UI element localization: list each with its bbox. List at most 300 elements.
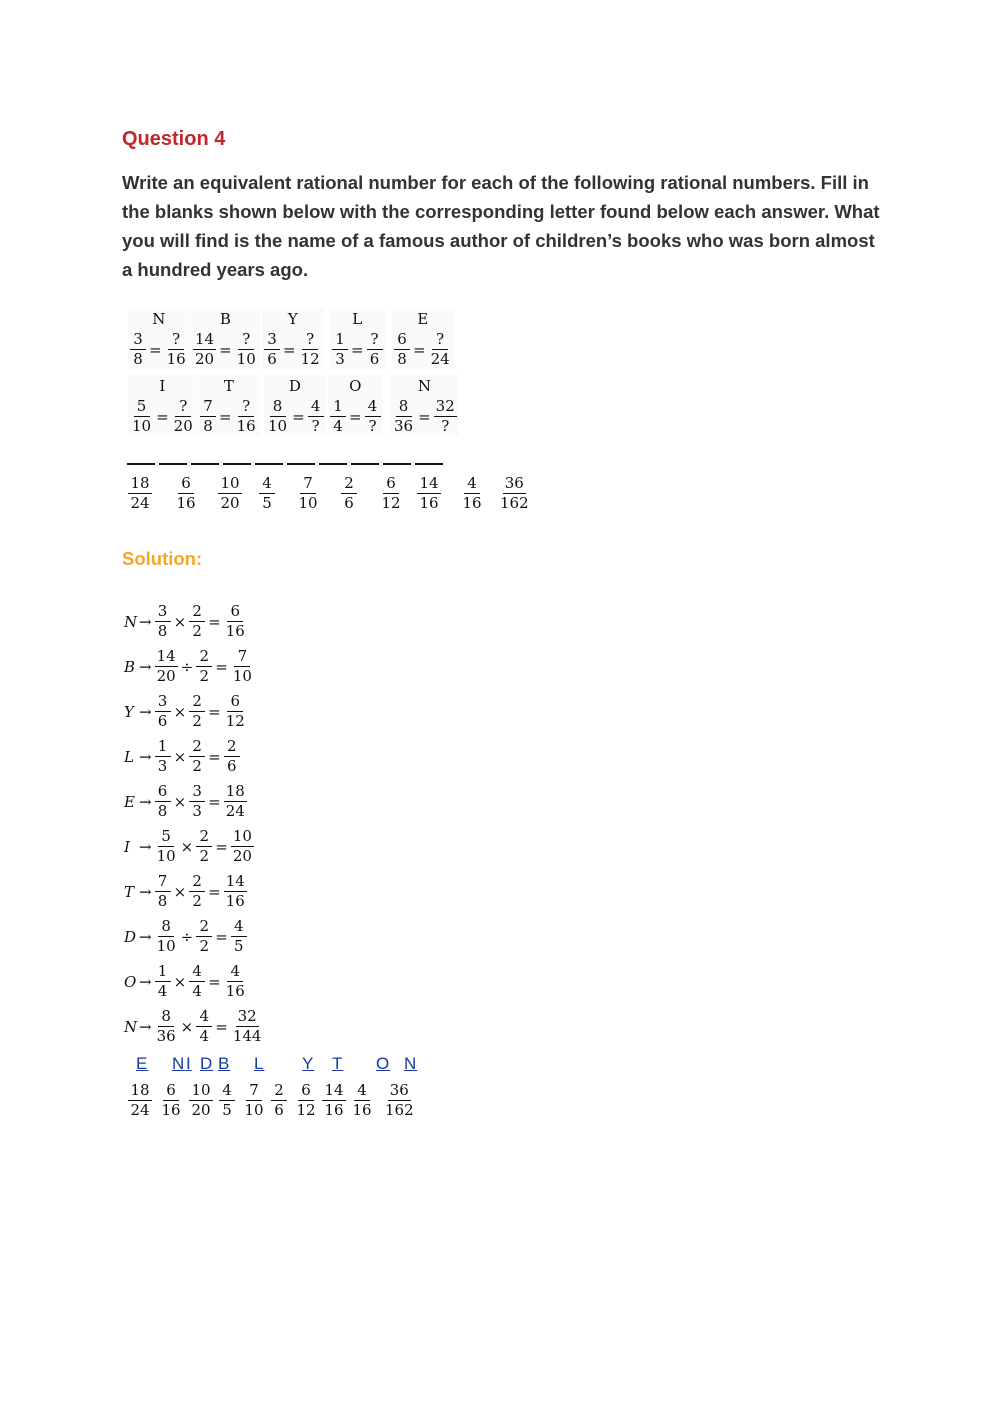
blank-line[interactable] [159,463,187,465]
equals-sign: = [208,972,221,991]
fraction [159,1081,182,1120]
answer-letter: B [218,1054,231,1073]
denominator: 24 [430,350,450,368]
fraction [189,692,205,731]
answer-letter: O [376,1054,391,1073]
fraction [128,1081,151,1120]
fraction [224,872,247,911]
denominator: 8 [157,892,168,910]
denominator: 4 [192,982,202,1000]
fraction [394,330,410,369]
solution-step [124,962,249,1001]
fraction [498,474,531,513]
denominator: 6 [267,350,277,368]
denominator: 5 [262,494,272,512]
denominator: 5 [234,937,244,955]
answer-fraction [157,1081,185,1120]
denominator: 2 [199,937,210,955]
denominator: 24 [130,1101,150,1119]
denominator: 12 [225,712,245,730]
fraction [294,1081,317,1120]
operator: × [173,612,187,631]
numerator: 2 [196,917,212,937]
answer-fraction [216,474,244,513]
numerator: 6 [227,692,243,712]
fraction [308,397,324,436]
solution-step [124,692,249,731]
numerator: 2 [189,872,205,892]
puzzle-letter: N [417,377,431,395]
denominator: 16 [352,1101,372,1119]
denominator: 10 [132,417,152,435]
denominator: 3 [192,802,202,820]
numerator: 7 [155,872,171,892]
puzzle-item [128,375,197,436]
fraction [231,917,247,956]
answer-fraction [240,1081,268,1120]
numerator: 4 [196,1007,212,1027]
denominator: 36 [394,417,414,435]
step-letter: E [124,792,135,811]
fraction [235,397,258,436]
numerator: 8 [158,917,174,937]
fraction [231,827,254,866]
fraction [322,1081,345,1120]
fraction [271,1081,287,1120]
answer-fraction [458,474,486,513]
fraction [193,330,216,369]
numerator: 4 [259,474,275,494]
operator: × [173,882,187,901]
numerator: 7 [246,1081,262,1101]
answer-fraction [294,474,322,513]
numerator: 2 [224,737,240,757]
numerator: 6 [383,474,399,494]
blank-line[interactable] [191,463,219,465]
puzzle-item [392,308,454,369]
fraction [330,397,346,436]
operator: ÷ [180,927,194,946]
answer-fraction [496,474,529,513]
numerator: 4 [219,1081,235,1101]
denominator: 6 [369,350,380,368]
arrow-icon: → [139,972,152,991]
denominator: 20 [156,667,176,685]
denominator: 10 [298,494,318,512]
denominator: 16 [166,350,186,368]
numerator: ? [302,330,318,350]
fraction [224,962,247,1001]
numerator: 5 [134,397,150,417]
answer-fraction [377,474,405,513]
equals-sign: = [413,340,426,359]
operator: ÷ [180,657,194,676]
fraction [155,827,178,866]
denominator: 16 [236,417,256,435]
denominator: 16 [419,494,439,512]
numerator: 3 [264,330,280,350]
step-letter: T [124,882,135,901]
answer-fraction [265,1081,293,1120]
step-letter: N [124,612,138,631]
fraction [224,602,247,641]
answer-letter: L [254,1054,265,1073]
fraction [155,962,171,1001]
numerator: 1 [332,330,348,350]
puzzle-letter: E [417,310,429,328]
fraction [155,1007,178,1046]
numerator: 14 [195,330,215,348]
denominator: 144 [232,1027,262,1045]
fraction [196,827,212,866]
fraction [350,1081,373,1120]
arrow-icon: → [139,702,152,721]
fraction [224,692,247,731]
step-letter: O [124,972,137,991]
fraction [383,1081,416,1120]
answer-fraction [348,1081,376,1120]
denominator: 6 [226,757,237,775]
fraction [189,1081,212,1120]
numerator: ? [432,330,448,350]
numerator: 5 [158,827,174,847]
denominator: 2 [192,622,202,640]
numerator: 3 [155,692,171,712]
numerator: 6 [155,782,171,802]
numerator: 7 [300,474,316,494]
solution-step [124,647,256,686]
denominator: 10 [236,350,256,368]
equals-sign: = [208,612,221,631]
denominator: 16 [225,622,245,640]
numerator: 6 [394,330,410,350]
equals-sign: = [208,882,221,901]
operator: × [180,837,194,856]
numerator: 14 [156,647,176,665]
equals-sign: = [215,837,228,856]
puzzle-item [328,375,383,436]
denominator: 4 [199,1027,210,1045]
equals-sign: = [215,1017,228,1036]
fraction [417,474,440,513]
fraction [231,647,254,686]
fraction [332,330,348,369]
numerator: ? [238,397,254,417]
puzzle-letter: D [288,377,301,395]
blank-line[interactable] [415,463,443,465]
denominator: 12 [300,350,320,368]
equals-sign: = [351,340,364,359]
blank-line[interactable] [287,463,315,465]
denominator: 6 [274,1101,284,1119]
puzzle-letter: N [152,310,166,328]
denominator: 10 [244,1101,264,1119]
puzzle-letter: I [159,377,166,395]
numerator: 36 [389,1081,409,1099]
fraction [196,1007,212,1046]
denominator: 10 [156,937,176,955]
numerator: 8 [158,1007,174,1027]
fraction [196,647,212,686]
numerator: 6 [298,1081,314,1101]
denominator: 10 [156,847,176,865]
fraction [392,397,415,436]
numerator: 2 [189,602,205,622]
equals-sign: = [219,340,232,359]
solution-title: Solution: [122,548,203,569]
denominator: 4 [333,417,343,435]
fraction [155,737,171,776]
answer-fraction [381,1081,414,1120]
denominator: 20 [232,847,252,865]
numerator: 14 [225,872,245,890]
answer-letter: N [172,1054,186,1073]
numerator: ? [175,397,191,417]
numerator: ? [168,330,184,350]
puzzle-item [264,375,326,436]
answer-fraction [415,474,443,513]
solution-step [124,872,249,911]
fraction [460,474,483,513]
arrow-icon: → [139,612,152,631]
equals-sign: = [149,340,162,359]
fraction [189,602,205,641]
numerator: 4 [189,962,205,982]
answer-fraction [335,474,363,513]
numerator: 8 [396,397,412,417]
numerator: 32 [237,1007,257,1025]
numerator: 18 [225,782,245,800]
step-letter: N [124,1017,138,1036]
denominator: 8 [133,350,143,368]
puzzle-letter: T [223,377,234,395]
numerator: 3 [130,330,146,350]
numerator: 36 [504,474,524,492]
fraction [434,397,457,436]
numerator: 4 [365,397,381,417]
fraction [218,474,241,513]
blank-line[interactable] [351,463,379,465]
fraction [128,474,151,513]
blank-line[interactable] [319,463,347,465]
answer-letter: N [404,1054,418,1073]
fraction [367,330,383,369]
equals-sign: = [215,927,228,946]
puzzle-item [198,375,260,436]
step-letter: Y [124,702,134,721]
denominator: 6 [344,494,354,512]
question-title: Question 4 [122,128,226,150]
fraction [155,872,171,911]
blank-line[interactable] [127,463,155,465]
fraction [196,917,212,956]
fraction [296,474,319,513]
fraction [189,872,205,911]
fraction [200,397,216,436]
fraction [242,1081,265,1120]
numerator: ? [238,330,254,350]
denominator: ? [441,417,450,435]
numerator: 1 [155,962,171,982]
step-letter: D [124,927,137,946]
fraction [299,330,322,369]
numerator: 1 [330,397,346,417]
numerator: 2 [189,737,205,757]
fraction [235,330,258,369]
fraction [341,474,357,513]
solution-step [124,917,249,956]
denominator: 8 [203,417,213,435]
denominator: 2 [192,892,202,910]
denominator: 2 [192,712,202,730]
step-letter: I [124,837,130,856]
arrow-icon: → [139,1017,152,1036]
denominator: 2 [199,847,210,865]
answer-letter: E [136,1054,149,1073]
equals-sign: = [283,340,296,359]
blank-line[interactable] [383,463,411,465]
denominator: 162 [500,494,529,512]
answer-fraction [126,474,154,513]
denominator: 12 [381,494,401,512]
fraction [174,474,197,513]
equals-sign: = [418,407,431,426]
puzzle-letter: B [219,310,231,328]
fraction [266,397,289,436]
numerator: 10 [232,827,252,845]
denominator: 8 [397,350,407,368]
equals-sign: = [208,747,221,766]
solution-step [124,602,249,641]
numerator: 32 [435,397,455,415]
puzzle-item [128,308,190,369]
solution-step [124,827,256,866]
numerator: 6 [163,1081,179,1101]
denominator: 20 [195,350,215,368]
fraction [259,474,275,513]
denominator: 5 [222,1101,232,1119]
denominator: 16 [324,1101,344,1119]
denominator: 10 [268,417,288,435]
equals-sign: = [208,702,221,721]
numerator: 18 [130,1081,150,1099]
numerator: 7 [234,647,250,667]
fraction [155,692,171,731]
denominator: 3 [335,350,345,368]
denominator: ? [368,417,377,435]
arrow-icon: → [139,927,152,946]
answer-letter: I [186,1054,192,1073]
answer-fraction [187,1081,215,1120]
fraction [379,474,402,513]
puzzle-letter: O [349,377,362,395]
step-letter: L [124,747,134,766]
numerator: 8 [270,397,286,417]
denominator: 16 [225,982,245,1000]
answer-fraction [253,474,281,513]
fraction [189,962,205,1001]
numerator: 2 [196,827,212,847]
numerator: 2 [271,1081,287,1101]
answer-letter: Y [302,1054,315,1073]
answer-fraction [292,1081,320,1120]
answer-fraction [213,1081,241,1120]
fraction [130,330,146,369]
answer-letter: T [332,1054,344,1073]
step-letter: B [124,657,136,676]
solution-step [124,782,249,821]
denominator: 16 [225,892,245,910]
numerator: 2 [189,692,205,712]
operator: × [173,702,187,721]
numerator: 4 [464,474,480,494]
answer-letter: D [200,1054,214,1073]
denominator: 12 [296,1101,316,1119]
denominator: 8 [157,622,168,640]
numerator: ? [367,330,383,350]
equals-sign: = [219,407,232,426]
puzzle-item [262,308,324,369]
question-text: Write an equivalent rational number for each of the following rational numbers. Fill in the blanks shown below with the corresponding letter found below each answer. What you will find is the name of a famous author of children’s books who was born almost a hundred years ago. [122,172,880,280]
fraction [155,782,171,821]
denominator: 2 [192,757,202,775]
puzzle-item [390,375,459,436]
fraction [130,397,153,436]
fraction [155,917,178,956]
fraction [155,647,178,686]
numerator: 4 [308,397,324,417]
puzzle-item [330,308,385,369]
solution-step [124,1007,265,1046]
numerator: 6 [227,602,243,622]
denominator: 2 [199,667,210,685]
numerator: 6 [178,474,194,494]
puzzle-letter: Y [287,310,298,328]
numerator: 1 [155,737,171,757]
arrow-icon: → [139,882,152,901]
operator: × [173,792,187,811]
numerator: 7 [200,397,216,417]
arrow-icon: → [139,792,152,811]
numerator: 10 [191,1081,211,1099]
denominator: 16 [176,494,196,512]
denominator: 10 [232,667,252,685]
equals-sign: = [156,407,169,426]
denominator: 16 [462,494,482,512]
fraction [189,737,205,776]
arrow-icon: → [139,657,152,676]
fraction [224,782,247,821]
answer-fraction [126,1081,154,1120]
numerator: 3 [189,782,205,802]
equals-sign: = [208,792,221,811]
denominator: 24 [130,494,150,512]
blank-line[interactable] [255,463,283,465]
answer-fraction [320,1081,348,1120]
numerator: 10 [220,474,240,492]
denominator: 20 [191,1101,211,1119]
arrow-icon: → [139,837,152,856]
equals-sign: = [349,407,362,426]
denominator: 162 [385,1101,414,1119]
numerator: 18 [130,474,150,492]
numerator: 14 [324,1081,344,1099]
operator: × [173,972,187,991]
puzzle-letter: L [352,310,363,328]
denominator: 3 [157,757,168,775]
denominator: 8 [157,802,168,820]
blank-line[interactable] [223,463,251,465]
